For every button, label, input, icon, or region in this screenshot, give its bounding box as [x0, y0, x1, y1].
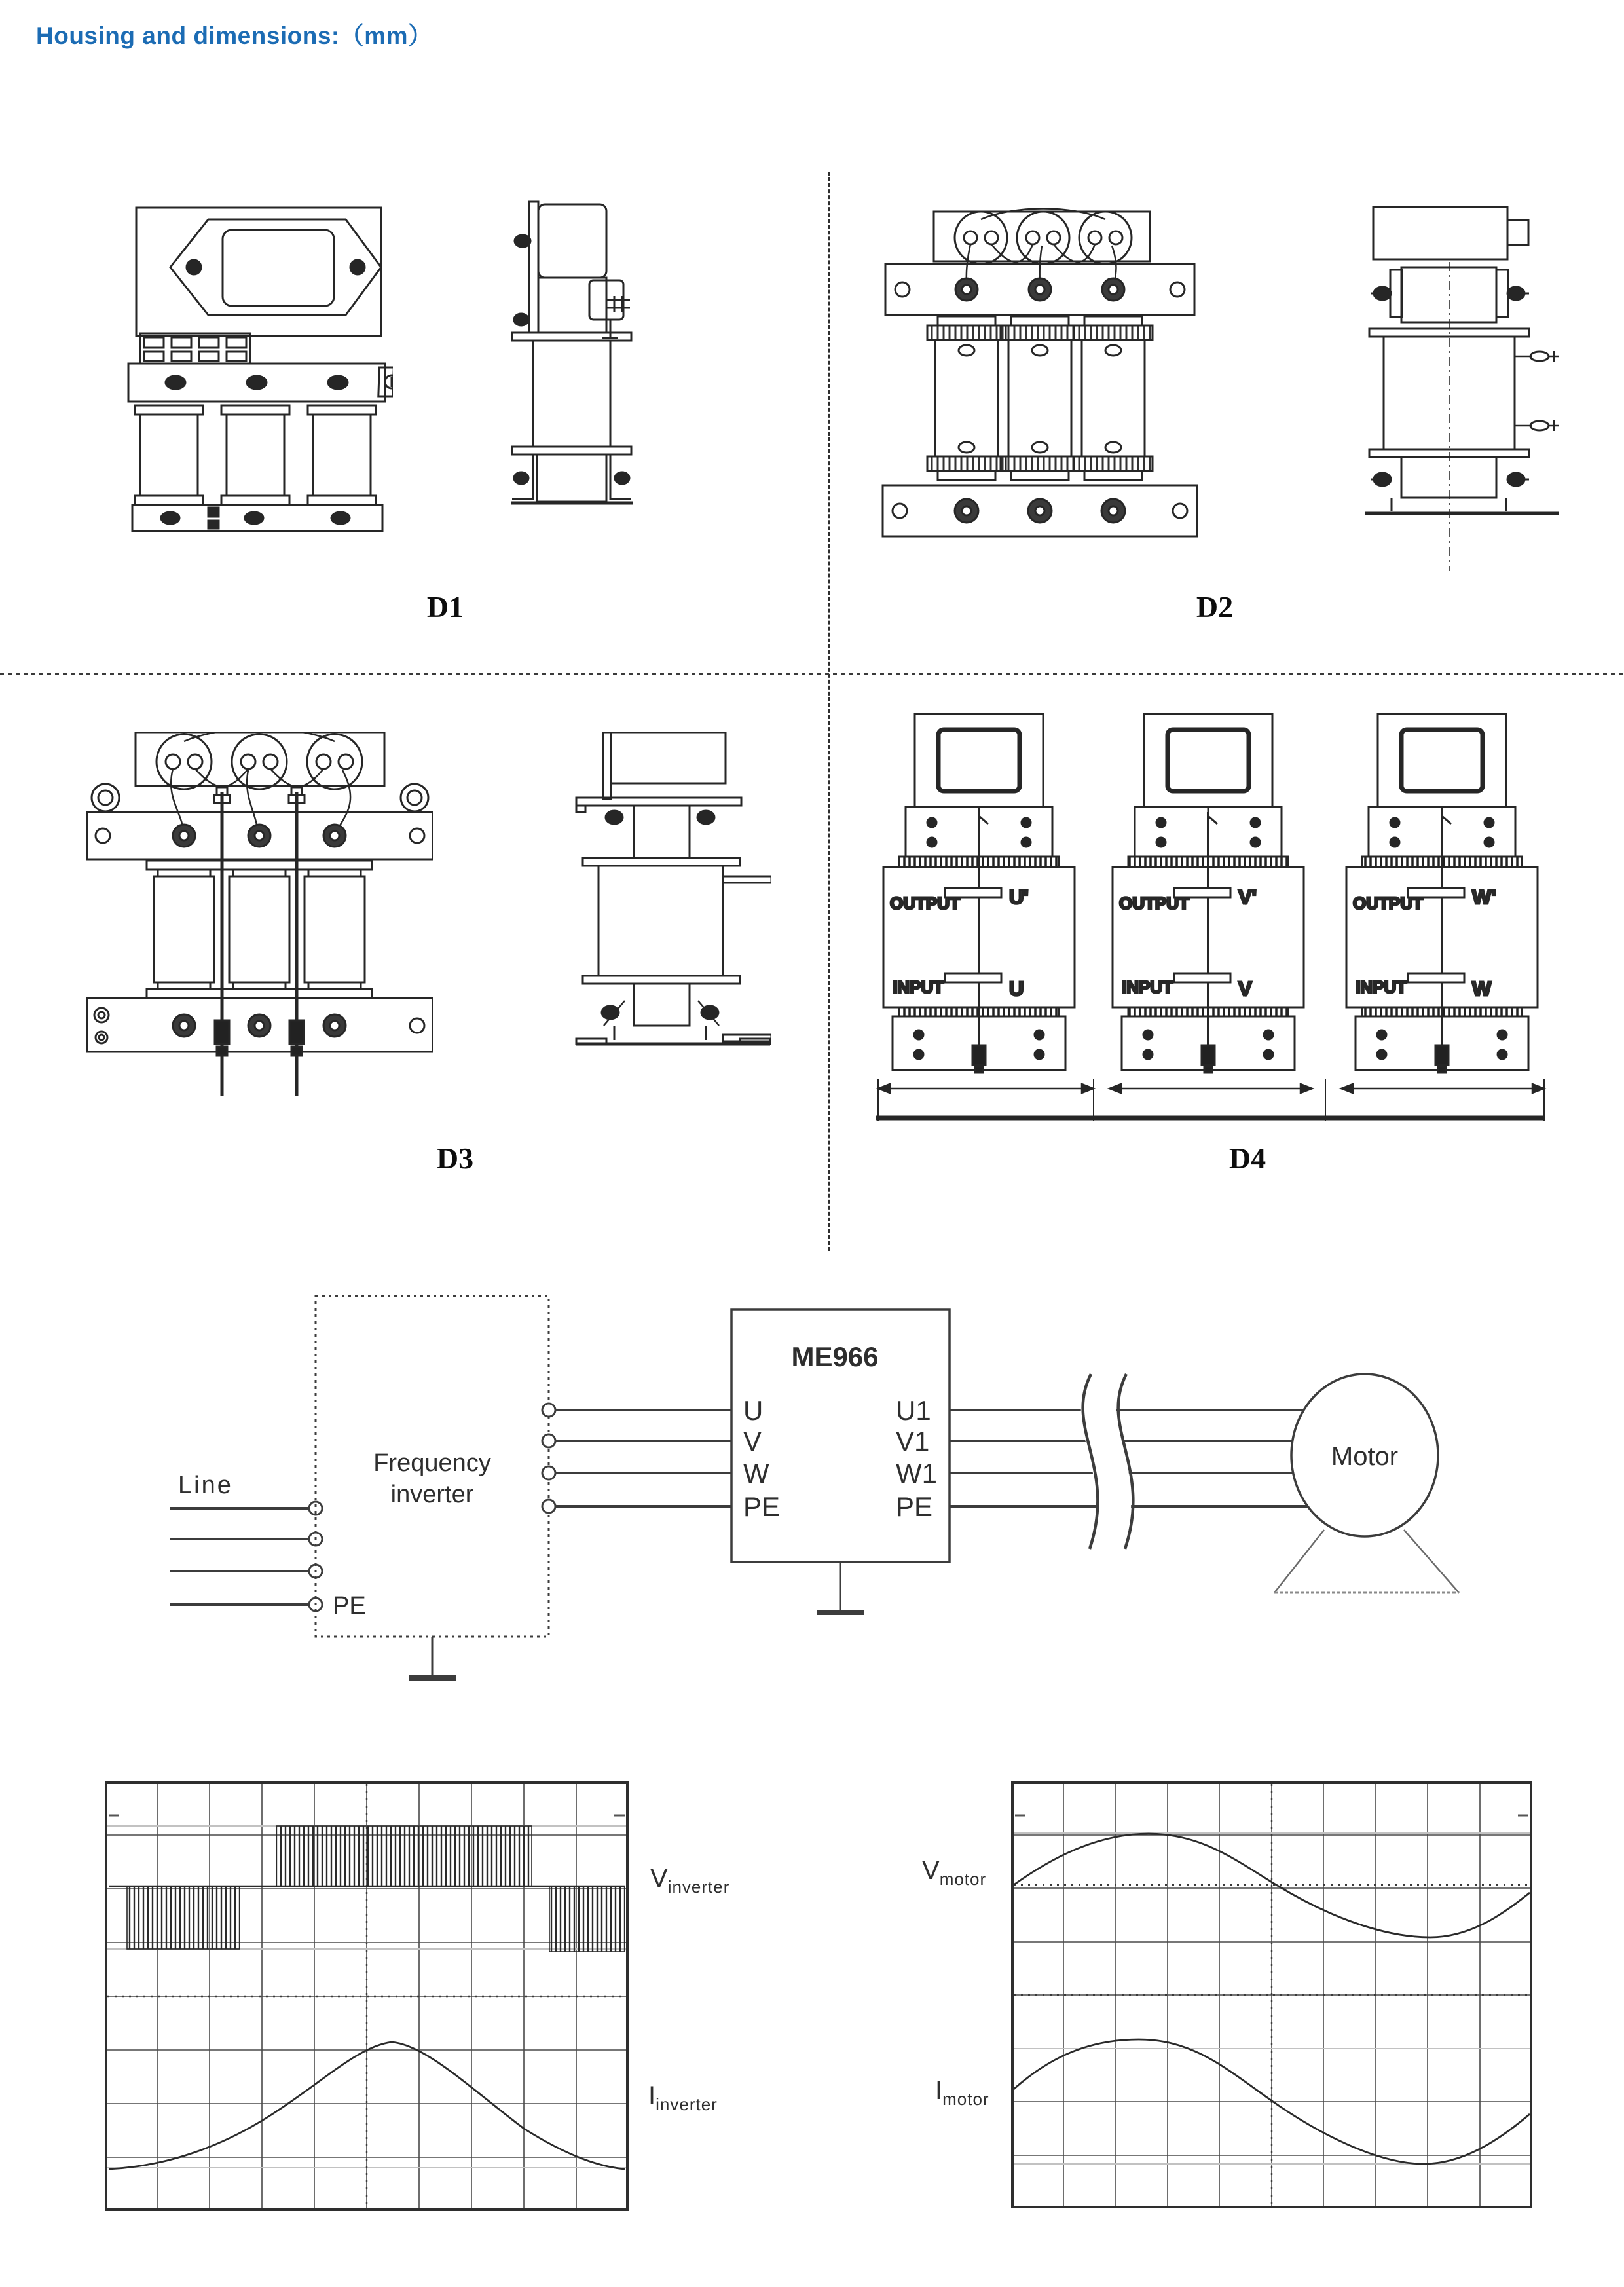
inverter-name-line2: inverter [390, 1481, 474, 1508]
filter-output-w1: W1 [896, 1458, 937, 1489]
d4-input-terminal: U [1009, 977, 1024, 1000]
filter-name: ME966 [791, 1341, 879, 1372]
page-title: Housing and dimensions:（mm） [36, 22, 433, 49]
wiring-diagram [151, 1277, 1526, 1722]
filter-input-v: V [743, 1426, 762, 1457]
drawing-label-d2: D2 [1196, 590, 1234, 623]
d4-dimension-arrows [876, 1079, 1545, 1121]
filter-input-w: W [743, 1458, 769, 1489]
i-motor-symbol: I [935, 2076, 943, 2105]
v-motor-symbol: V [922, 1856, 940, 1885]
motor-label: Motor [1331, 1442, 1399, 1471]
d4-module-v [1113, 714, 1304, 1073]
d4-output-terminal: V' [1238, 885, 1257, 908]
d2-front-view-drawing [876, 208, 1204, 548]
d3-side-view-drawing [575, 732, 771, 1112]
d4-output-label: OUTPUT [1119, 893, 1189, 913]
drawing-label-d1: D1 [426, 590, 464, 623]
d4-input-label: INPUT [893, 977, 944, 997]
filter-input-pe: PE [743, 1491, 781, 1522]
d4-input-terminal: V [1238, 977, 1252, 1000]
v-inverter-symbol: V [650, 1864, 668, 1893]
filter-output-v1: V1 [896, 1426, 930, 1457]
d4-input-terminal: W [1472, 977, 1492, 1000]
d4-module-u [883, 714, 1075, 1073]
d4-input-label: INPUT [1356, 977, 1407, 997]
d4-output-terminal: U' [1009, 885, 1029, 908]
d1-front-view-drawing [124, 205, 393, 532]
i-inverter-symbol: I [648, 2081, 656, 2110]
inverter-name-line1: Frequency [373, 1449, 491, 1477]
i-motor-trace-label [935, 2076, 989, 2110]
v-inverter-trace-label [650, 1864, 729, 1897]
quadrant-divider-horizontal [0, 673, 1624, 675]
d4-input-label: INPUT [1122, 977, 1173, 997]
d4-output-label: OUTPUT [890, 893, 960, 913]
i-inverter-trace-label [648, 2081, 718, 2115]
drawing-label-d4: D4 [1228, 1142, 1266, 1175]
d4-three-module-drawing [871, 713, 1612, 1171]
quadrant-divider-vertical [828, 172, 830, 1251]
v-motor-subscript: motor [939, 1869, 987, 1889]
motor-waveform-scope [1011, 1781, 1532, 2208]
filter-output-pe: PE [896, 1491, 933, 1522]
i-inverter-subscript: inverter [655, 2094, 718, 2114]
line-label: Line [178, 1472, 233, 1499]
d4-output-terminal: W' [1472, 885, 1496, 908]
drawing-label-d3: D3 [436, 1142, 474, 1175]
i-motor-subscript: motor [942, 2089, 989, 2109]
v-inverter-subscript: inverter [667, 1877, 730, 1897]
d3-front-view-drawing [86, 732, 433, 1107]
d4-module-w [1346, 714, 1538, 1073]
d2-side-view-drawing [1365, 204, 1559, 581]
d4-output-label: OUTPUT [1353, 893, 1423, 913]
filter-input-u: U [743, 1395, 764, 1426]
d1-side-view-drawing [511, 200, 633, 538]
v-motor-trace-label [922, 1856, 986, 1889]
inverter-waveform-scope [105, 1781, 629, 2211]
filter-output-u1: U1 [896, 1395, 931, 1426]
inverter-pe-label: PE [333, 1592, 366, 1620]
